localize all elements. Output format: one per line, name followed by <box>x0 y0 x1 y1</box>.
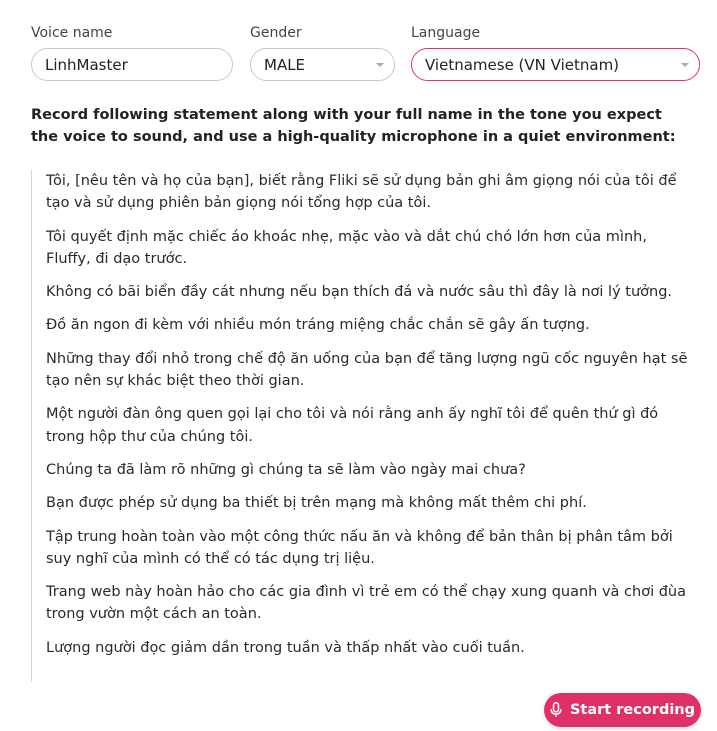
phrase-item: Những thay đổi nhỏ trong chế độ ăn uống của bạn để tăng lượng ngũ cốc nguyên hạt sẽ tạo nên sự khác biệt theo thời gian. <box>46 350 688 390</box>
phrase-item: Không có bãi biển đầy cát nhưng nếu bạn thích đá và nước sâu thì đây là nơi lý tưởng. <box>46 284 673 301</box>
voice-name-value: LinhMaster <box>45 55 128 74</box>
recording-instructions: Record following statement along with your full name in the tone you expect the voice to sound, and use a high-quality microphone in a quiet environment: <box>31 107 676 145</box>
phrase-item: Chúng ta đã làm rõ những gì chúng ta sẽ làm vào ngày mai chưa? <box>46 461 526 478</box>
language-label: Language <box>411 25 481 41</box>
phrase-item: Lượng người đọc giảm dần trong tuần và thấp nhất vào cuối tuần. <box>46 639 525 656</box>
phrase-list[interactable] <box>31 170 696 682</box>
gender-label: Gender <box>250 25 302 41</box>
phrase-item: Trang web này hoàn hảo cho các gia đình vì trẻ em có thể chạy xung quanh và chơi đùa trong vườn một cách an toàn. <box>46 584 686 623</box>
language-select[interactable] <box>411 48 700 81</box>
phrase-item: Bạn được phép sử dụng ba thiết bị trên mạng mà không mất thêm chi phí. <box>46 495 587 512</box>
scroll-fade <box>32 668 696 682</box>
voice-name-label: Voice name <box>31 25 113 41</box>
start-recording-label: Start recording <box>569 702 696 718</box>
chevron-down-icon <box>375 61 385 69</box>
language-value: Vietnamese (VN Vietnam) <box>425 55 620 74</box>
phrase-item: Tôi, [nêu tên và họ của bạn], biết rằng Fliki sẽ sử dụng bản ghi âm giọng nói của tôi để tạo và sử dụng phiên bản giọng nói tổng hợp của tôi. <box>46 173 677 212</box>
gender-value: MALE <box>264 55 306 74</box>
phrase-item: Một người đàn ông quen gọi lại cho tôi và nói rằng anh ấy nghĩ tôi để quên thứ gì đó trong hộp thư của chúng tôi. <box>46 406 659 445</box>
phrase-item: Đồ ăn ngon đi kèm với nhiều món tráng miệng chắc chắn sẽ gây ấn tượng. <box>46 317 590 334</box>
voice-form <box>0 0 717 90</box>
microphone-icon <box>550 702 562 718</box>
voice-name-input[interactable] <box>31 48 233 81</box>
gender-select[interactable] <box>250 48 395 81</box>
phrase-item: Tôi quyết định mặc chiếc áo khoác nhẹ, mặc vào và dắt chú chó lớn hơn của mình, Fluffy, đi dạo trước. <box>46 228 647 267</box>
chevron-down-icon <box>680 61 690 69</box>
phrase-item: Tập trung hoàn toàn vào một công thức nấu ăn và không để bản thân bị phân tâm bởi suy nghĩ của mình có thể có tác dụng trị liệu. <box>46 528 673 567</box>
start-recording-button[interactable] <box>544 693 701 727</box>
